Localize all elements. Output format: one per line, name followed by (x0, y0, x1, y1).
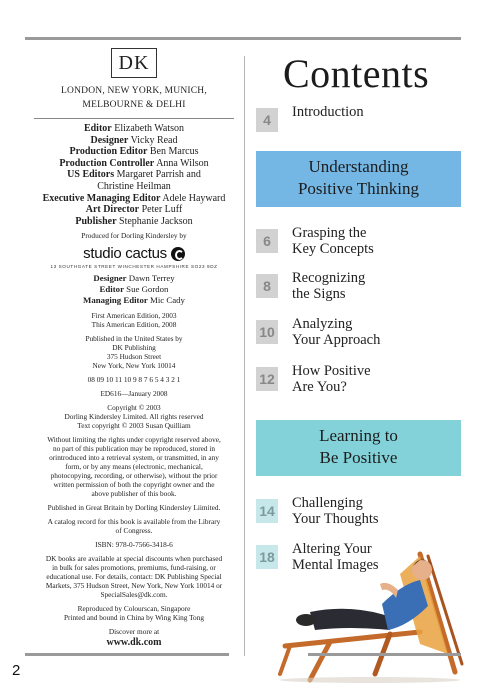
credits-list (30, 123, 238, 227)
credit-line: US Editors Margaret Parrish and (67, 169, 201, 181)
reproduced-by: Reproduced by Colourscan, Singapore Printed and bound in China by Wing King Tong (64, 604, 204, 623)
publisher-cities: LONDON, NEW YORK, MUNICH, MELBOURNE & DELHI (61, 86, 207, 110)
credit-line: Production Controller Anna Wilson (59, 157, 209, 169)
studio-address: 13 SOUTHGATE STREET WINCHESTER HAMPSHIRE SO23 9DZ (50, 264, 218, 270)
toc-entry-grasping[interactable] (256, 225, 476, 269)
bottom-rule-right (308, 653, 461, 656)
gb-publisher: Published in Great Britain by Dorling Kindersley Liimited. (47, 503, 221, 513)
discover-more: Discover more at (108, 627, 160, 637)
catalog-record: A catalog record for this book is available from the Library of Congress. (47, 517, 221, 536)
toc-entry-recognizing[interactable] (256, 270, 476, 314)
section-learning-to-be-positive[interactable]: Learning to Be Positive (256, 420, 461, 476)
studio-credits: Designer Dawn Terrey Editor Sue Gordon Managing Editor Mic Cady (83, 273, 185, 306)
top-rule (25, 37, 461, 40)
studio-logo-icon (171, 247, 185, 261)
divider (34, 118, 234, 119)
editions: First American Edition, 2003 This American Edition, 2008 (91, 311, 177, 330)
deckchair-illustration (270, 534, 470, 684)
toc-entry-analyzing[interactable] (256, 316, 476, 360)
us-publisher: Published in the United States by DK Publishing 375 Hudson Street New York, New York 10014 (85, 334, 183, 371)
credit-line: Art Director Peter Luff (85, 204, 183, 216)
credit-line: Executive Managing Editor Adele Hayward (42, 192, 226, 204)
section-understanding-positive-thinking[interactable]: Understanding Positive Thinking (256, 151, 461, 207)
page-number: 2 (12, 662, 21, 679)
dk-logo: DK (111, 48, 157, 78)
toc-entry-title: How Positive Are You? (292, 363, 371, 395)
credit-line: Production Editor Ben Marcus (69, 146, 199, 158)
toc-entry-how-positive[interactable] (256, 363, 476, 407)
credit-line: Publisher Stephanie Jackson (75, 215, 193, 227)
page-number-badge: 8 (256, 274, 278, 298)
page-number-badge: 4 (256, 108, 278, 132)
toc-entry-title: Challenging Your Thoughts (292, 495, 379, 527)
page-number-badge: 10 (256, 320, 278, 344)
contents-title: Contents (283, 51, 430, 96)
credit-line: Christine Heilman (97, 180, 171, 192)
toc-entry-title: Grasping the Key Concepts (292, 225, 374, 257)
imprint-column (30, 48, 238, 648)
copyright: Copyright © 2003 Dorling Kindersley Limited. All rights reserved Text copyright © 2003 Susan Quilliam (64, 403, 204, 431)
toc-entry-title: Introduction (292, 104, 364, 120)
produced-for: Produced for Dorling Kindersley by (81, 231, 187, 241)
toc-entry-challenging[interactable] (256, 495, 476, 539)
page-number-badge: 14 (256, 499, 278, 523)
page-number-badge: 12 (256, 367, 278, 391)
isbn: ISBN: 978-0-7566-3418-6 (95, 540, 173, 550)
toc-entry-title: Altering Your Mental Images (292, 541, 379, 573)
bulk-sales: DK books are available at special discounts when purchased in bulk for sales promotions, premiums, fund-raising, or educational use. For details, contact: DK Publishing Special Markets, 375 Hudson Street, New York, New York 10014 or SpecialSales@dk.com. (45, 554, 223, 600)
toc-entry-title: Recognizing the Signs (292, 270, 366, 302)
toc-entry-introduction[interactable] (256, 104, 476, 148)
rights-notice: Without limiting the rights under copyright reserved above, no part of this publication may be reproduced, stored in orintroduced into a retrieval system, or transmitted, in any form, or by any means (electronic, mechanical, photocopying, recording, or otherwise), without the prior written permission of both the copyright owner and the above publisher of this book. (47, 435, 221, 499)
column-divider (244, 56, 245, 656)
page-number-badge: 18 (256, 545, 278, 569)
credit-line: Designer Vicky Read (90, 134, 178, 146)
studio-cactus-logo: studio cactus (30, 245, 238, 262)
toc-entry-title: Analyzing Your Approach (292, 316, 381, 348)
credit-line: Editor Elizabeth Watson (83, 123, 185, 134)
bottom-rule-left (25, 653, 229, 656)
edition-code: ED616—January 2008 (100, 389, 168, 399)
page-number-badge: 6 (256, 229, 278, 253)
website-link[interactable]: www.dk.com (106, 637, 162, 649)
print-line: 08 09 10 11 10 9 8 7 6 5 4 3 2 1 (87, 375, 181, 385)
